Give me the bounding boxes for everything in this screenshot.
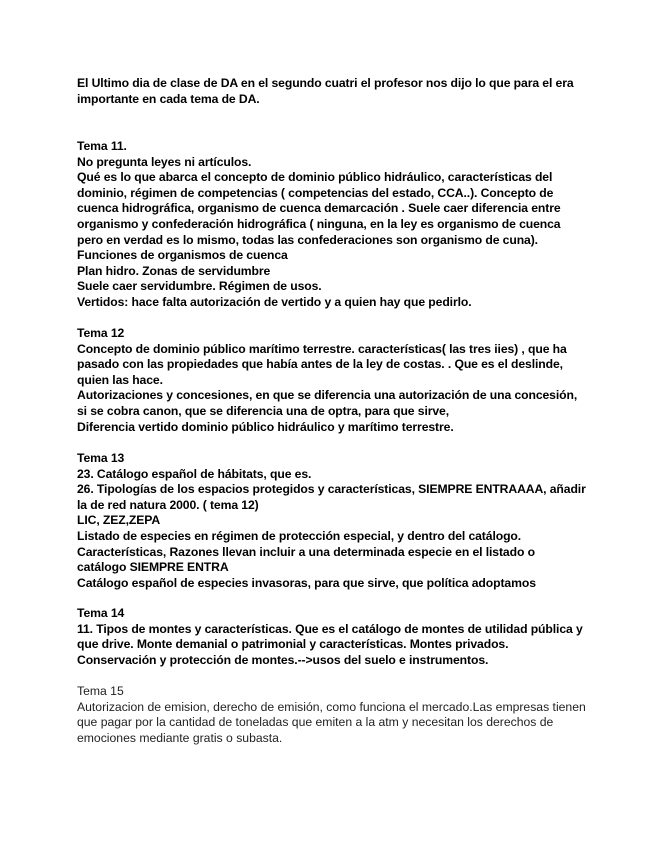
section-line: que pagar por la cantidad de toneladas que emiten a la atm y necesitan los derechos de — [77, 715, 554, 730]
section-line: Conservación y protección de montes.-->usos del suelo e instrumentos. — [77, 652, 489, 667]
section-line: 26. Tipologías de los espacios protegidos y características, SIEMPRE ENTRAAAA, añadir — [77, 482, 586, 497]
section-tema-11 — [77, 139, 577, 311]
section-heading: Tema 13 — [77, 451, 125, 465]
section-heading: Tema 14 — [77, 606, 125, 620]
section-line: Concepto de dominio público marítimo terrestre. características( las tres iies) , que ha — [77, 341, 567, 356]
section-tema-14 — [77, 606, 583, 668]
section-line: cuenca hidrográfica, organismo de cuenca demarcación . Suele caer diferencia entre — [77, 201, 561, 216]
section-line: catálogo SIEMPRE ENTRA — [77, 560, 229, 575]
section-line: Diferencia vertido dominio público hidráulico y marítimo terrestre. — [77, 419, 454, 434]
section-line: Vertidos: hace falta autorización de vertido y a quien hay que pedirlo. — [77, 294, 472, 309]
section-line: Suele caer servidumbre. Régimen de usos. — [77, 279, 322, 294]
section-tema-15 — [77, 684, 586, 746]
section-line: que drive. Monte demanial o patrimonial y características. Montes privados. — [77, 637, 509, 652]
section-line: Listado de especies en régimen de protección especial, y dentro del catálogo. — [77, 528, 522, 543]
section-heading: Tema 12 — [77, 326, 125, 340]
intro-line: El Ultimo dia de clase de DA en el segundo cuatri el profesor nos dijo lo que para el era — [77, 76, 574, 90]
section-line: si se cobra canon, que se diferencia una de optra, para que sirve, — [77, 403, 450, 418]
section-line: dominio, régimen de competencias ( competencias del estado, CCA..). Concepto de — [77, 185, 554, 200]
section-heading: Tema 11. — [77, 139, 127, 153]
section-line: Plan hidro. Zonas de servidumbre — [77, 263, 271, 278]
section-tema-13 — [77, 451, 586, 591]
section-line: la de red natura 2000. ( tema 12) — [77, 497, 259, 512]
section-heading: Tema 15 — [77, 684, 124, 698]
section-line: Autorizacion de emision, derecho de emisión, como funciona el mercado.Las empresas tienen — [77, 699, 586, 714]
intro-paragraph — [77, 76, 577, 107]
section-line: Autorizaciones y concesiones, en que se diferencia una autorización de una concesión, — [77, 388, 578, 403]
intro-line: importante en cada tema de DA. — [77, 91, 260, 106]
section-line: Qué es lo que abarca el concepto de dominio público hidráulico, características del — [77, 170, 553, 185]
section-line: Catálogo español de especies invasoras, para que sirve, que política adoptamos — [77, 575, 536, 590]
section-line: 11. Tipos de montes y características. Que es el catálogo de montes de utilidad pública y — [77, 621, 583, 636]
section-line: Características, Razones llevan incluir a una determinada especie en el listado o — [77, 544, 535, 559]
section-line: No pregunta leyes ni artículos. — [77, 154, 252, 169]
section-tema-12 — [77, 326, 577, 435]
section-line: Funciones de organismos de cuenca — [77, 248, 288, 263]
section-line: organismo y confederación hidrográfica ( ninguna, en la ley es organismo de cuenca — [77, 216, 561, 231]
section-line: emociones mediante gratis o subasta. — [77, 730, 283, 745]
section-line: 23. Catálogo español de hábitats, que es. — [77, 466, 312, 481]
section-line: pasado con las propiedades que había antes de la ley de costas. . Que es el deslinde, — [77, 357, 563, 372]
section-line: pero en verdad es lo mismo, todas las confederaciones son organismo de cuna). — [77, 232, 538, 247]
section-line: LIC, ZEZ,ZEPA — [77, 513, 161, 528]
section-line: quien las hace. — [77, 372, 163, 387]
